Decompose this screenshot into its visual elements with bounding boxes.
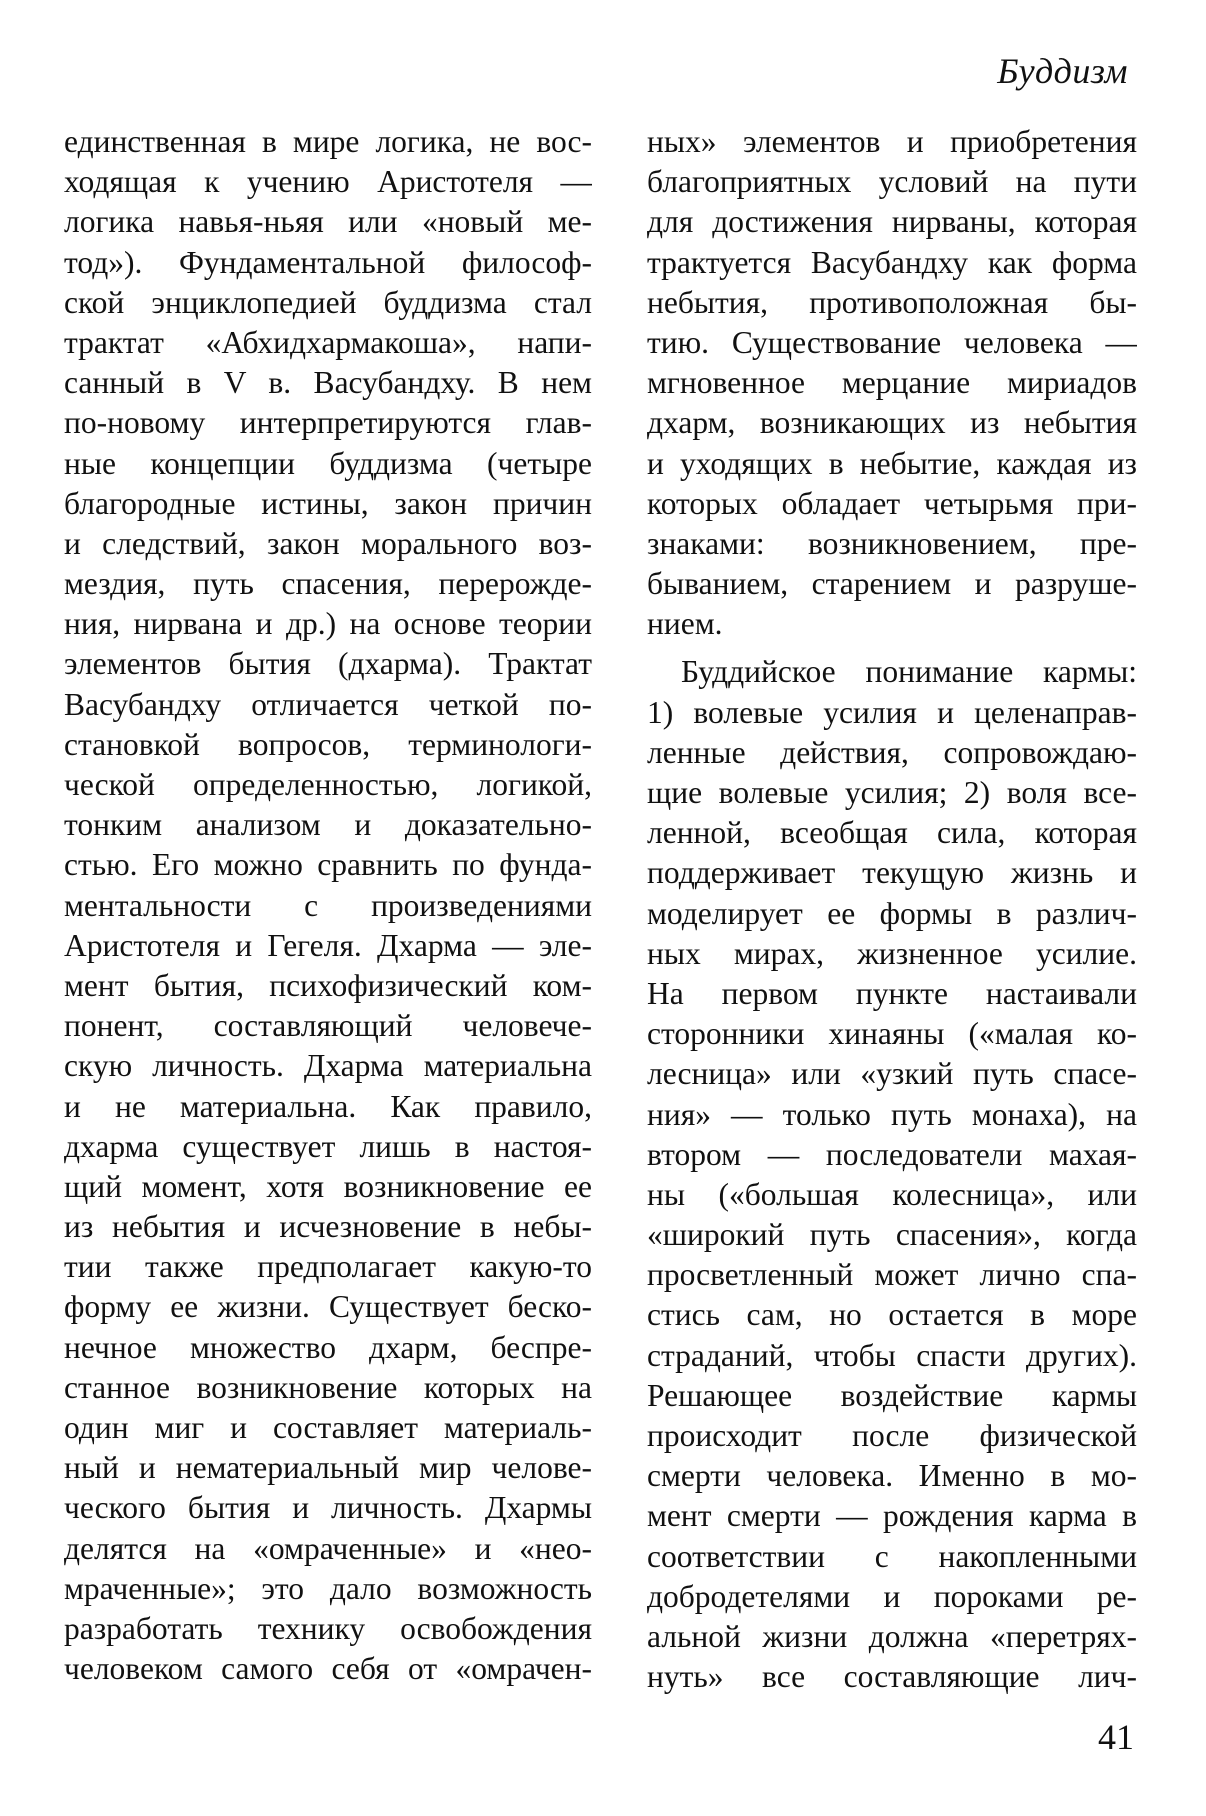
- text-line: трактуется Васубандху как форма: [647, 244, 1137, 280]
- text-line: Аристотеля и Гегеля. Дхарма — эле-: [64, 927, 592, 963]
- text-line: небытия, противоположная бы-: [647, 284, 1137, 320]
- text-line: благородные истины, закон причин: [64, 485, 592, 521]
- text-line: трактат «Абхидхармакоша», напи-: [64, 324, 592, 360]
- text-line: элементов бытия (дхарма). Трактат: [64, 646, 592, 682]
- text-line: ния, нирвана и др.) на основе теории: [64, 606, 592, 642]
- text-line: сторонники хинаяны («малая ко-: [647, 1016, 1137, 1052]
- text-line: просветленный может лично спа-: [647, 1257, 1137, 1293]
- text-line: альной жизни должна «перетрях-: [647, 1618, 1137, 1654]
- text-line: ходящая к учению Аристотеля —: [64, 164, 592, 200]
- text-line: ны («большая колесница», или: [647, 1176, 1137, 1212]
- text-line: один миг и составляет материаль-: [64, 1410, 592, 1445]
- text-line: ния» — только путь монаха), на: [647, 1096, 1137, 1132]
- text-line: На первом пункте настаивали: [647, 975, 1137, 1011]
- text-line: понент, составляющий человече-: [64, 1008, 592, 1044]
- text-line: мездия, путь спасения, перерожде-: [64, 566, 592, 602]
- text-line: 1) волевые усилия и целенаправ-: [647, 694, 1137, 730]
- text-line: мраченные»; это дало возможность: [64, 1570, 592, 1606]
- paragraph-gap: [647, 644, 1137, 652]
- text-line: мент смерти — рождения карма в: [647, 1498, 1137, 1534]
- text-line: человеком самого себя от «омрачен-: [64, 1651, 592, 1687]
- text-line: ческой определенностью, логикой,: [64, 767, 592, 802]
- text-line: ленные действия, сопровождаю-: [647, 734, 1137, 770]
- text-line: мент бытия, психофизический ком-: [64, 967, 592, 1003]
- text-line: тии также предполагает какую-то: [64, 1249, 592, 1285]
- running-header: Буддизм: [997, 51, 1128, 91]
- text-line: моделирует ее формы в различ-: [647, 895, 1137, 931]
- text-line: и следствий, закон морального воз-: [64, 525, 592, 561]
- text-line: из небытия и исчезновение в небы-: [64, 1209, 592, 1245]
- text-line: «широкий путь спасения», когда: [647, 1217, 1137, 1253]
- text-line: тод»). Фундаментальной философ-: [64, 244, 592, 280]
- text-line: ных мирах, жизненное усилие.: [647, 935, 1137, 971]
- text-line: нечное множество дхарм, беспре-: [64, 1329, 592, 1365]
- text-line: форму ее жизни. Существует беско-: [64, 1289, 592, 1325]
- text-line: станное возникновение которых на: [64, 1369, 592, 1405]
- text-line: ный и нематериальный мир челове-: [64, 1450, 592, 1486]
- text-line: лесница» или «узкий путь спасе-: [647, 1056, 1137, 1092]
- text-line: становкой вопросов, терминологи-: [64, 726, 592, 762]
- text-line: нием.: [647, 606, 723, 642]
- text-line: добродетелями и пороками ре-: [647, 1578, 1137, 1614]
- text-line: тию. Существование человека —: [647, 324, 1137, 360]
- text-line: и не материальна. Как правило,: [64, 1088, 592, 1124]
- page-number: 41: [1098, 1717, 1134, 1757]
- text-line: для достижения нирваны, которая: [647, 204, 1137, 240]
- text-line: поддерживает текущую жизнь и: [647, 855, 1137, 891]
- text-line: соответствии с накопленными: [647, 1538, 1137, 1574]
- text-line: которых обладает четырьмя при-: [647, 485, 1137, 521]
- text-line: Буддийское понимание кармы:: [681, 654, 1137, 690]
- right-column: [647, 122, 1137, 1697]
- text-line: Решающее воздействие кармы: [647, 1377, 1137, 1413]
- text-line: единственная в мире логика, не вос-: [64, 124, 592, 159]
- text-line: делятся на «омраченные» и «нео-: [64, 1530, 592, 1566]
- text-line: санный в V в. Васубандху. В нем: [64, 365, 592, 401]
- text-line: ческого бытия и личность. Дхармы: [64, 1490, 592, 1526]
- text-line: скую личность. Дхарма материальна: [64, 1048, 592, 1084]
- text-line: ленной, всеобщая сила, которая: [647, 815, 1137, 851]
- text-line: втором — последователи махая-: [647, 1136, 1137, 1172]
- text-line: стись сам, но остается в море: [647, 1297, 1137, 1333]
- text-line: смерти человека. Именно в мо-: [647, 1458, 1137, 1494]
- text-line: разработать технику освобождения: [64, 1610, 592, 1646]
- text-line: дхарма существует лишь в настоя-: [64, 1128, 592, 1164]
- text-line: страданий, чтобы спасти других).: [647, 1337, 1137, 1373]
- text-line: знаками: возникновением, пре-: [647, 525, 1137, 561]
- text-line: ные концепции буддизма (четыре: [64, 445, 592, 481]
- text-line: происходит после физической: [647, 1418, 1137, 1453]
- text-line: щий момент, хотя возникновение ее: [64, 1168, 592, 1204]
- text-line: нуть» все составляющие лич-: [647, 1659, 1137, 1695]
- text-line: по-новому интерпретируются глав-: [64, 405, 592, 441]
- text-line: стью. Его можно сравнить по фунда-: [64, 847, 592, 883]
- text-line: мгновенное мерцание мириадов: [647, 365, 1137, 401]
- text-line: благоприятных условий на пути: [647, 164, 1137, 200]
- text-line: логика навья-ньяя или «новый ме-: [64, 204, 592, 240]
- text-line: ментальности с произведениями: [64, 887, 592, 923]
- left-column: [64, 122, 592, 1689]
- text-line: тонким анализом и доказательно-: [64, 807, 592, 843]
- text-line: Васубандху отличается четкой по-: [64, 686, 592, 722]
- text-line: дхарм, возникающих из небытия: [647, 405, 1137, 441]
- text-line: быванием, старением и разруше-: [647, 566, 1137, 602]
- text-line: ской энциклопедией буддизма стал: [64, 284, 592, 320]
- text-line: и уходящих в небытие, каждая из: [647, 445, 1137, 481]
- text-line: ных» элементов и приобретения: [647, 124, 1137, 159]
- text-line: щие волевые усилия; 2) воля все-: [647, 775, 1137, 810]
